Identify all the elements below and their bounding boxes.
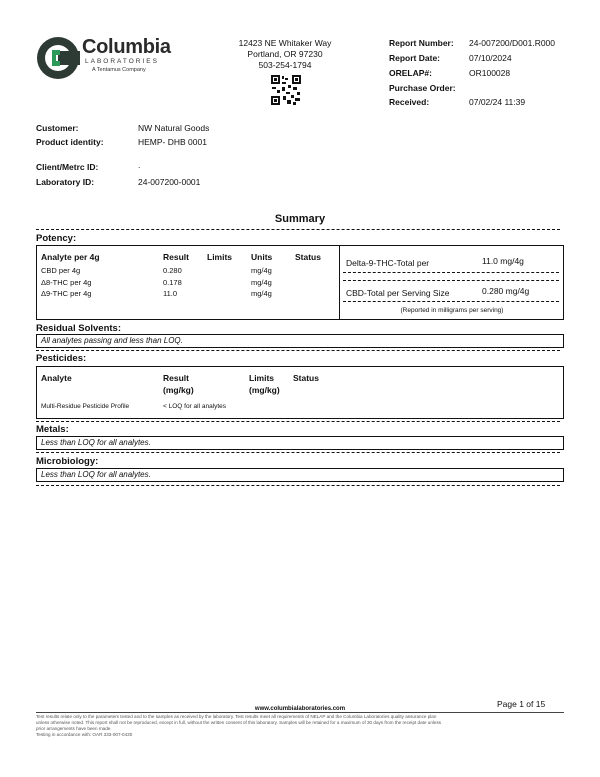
metals-title: Metals: bbox=[36, 424, 69, 435]
table-row-result: 11.0 bbox=[163, 289, 178, 298]
report-date: 07/10/2024 bbox=[469, 53, 512, 63]
metals-box bbox=[36, 436, 564, 450]
footer-line-4: Testing in accordance with: OAR 333-007-0430 bbox=[36, 732, 133, 737]
qr-code-icon bbox=[271, 75, 301, 105]
logo-icon bbox=[36, 36, 80, 80]
potency-header-limits: Limits bbox=[207, 252, 233, 262]
pesticides-divider bbox=[36, 421, 560, 422]
serving-note: (Reported in milligrams per serving) bbox=[400, 307, 504, 314]
solvents-title: Residual Solvents: bbox=[36, 323, 121, 334]
table-row-analyte: Δ8-THC per 4g bbox=[41, 278, 92, 287]
received-label: Received: bbox=[389, 97, 430, 107]
orelap-label: ORELAP#: bbox=[389, 68, 432, 78]
metals-divider bbox=[36, 452, 560, 453]
pesticides-header-status: Status bbox=[293, 373, 319, 383]
potency-side-dash-2 bbox=[343, 280, 559, 281]
product-label: Product identity: bbox=[36, 137, 104, 147]
client-id-label: Client/Metrc ID: bbox=[36, 162, 99, 172]
table-row-analyte: Δ9-THC per 4g bbox=[41, 289, 92, 298]
potency-header-result: Result bbox=[163, 252, 189, 262]
thc-total-label: Delta-9-THC-Total per bbox=[346, 258, 430, 268]
report-number-label: Report Number: bbox=[389, 38, 454, 48]
cbd-total-value: 0.280 mg/4g bbox=[482, 286, 530, 296]
table-row-result: < LOQ for all analytes bbox=[163, 403, 227, 410]
product-value: HEMP- DHB 0001 bbox=[138, 137, 207, 147]
summary-title: Summary bbox=[274, 213, 326, 225]
customer-label: Customer: bbox=[36, 123, 79, 133]
pesticides-header-limits: Limits bbox=[249, 373, 275, 383]
metals-text: Less than LOQ for all analytes. bbox=[41, 438, 151, 447]
solvents-divider bbox=[36, 350, 560, 351]
pesticides-title: Pesticides: bbox=[36, 353, 87, 364]
footer-line-3: prior arrangements have been made. bbox=[36, 726, 112, 731]
logo-sub: LABORATORIES bbox=[85, 58, 159, 65]
table-row-units: mg/4g bbox=[251, 266, 272, 275]
report-number: 24-007200/D001.R000 bbox=[469, 38, 556, 48]
table-row-result: 0.280 bbox=[163, 266, 182, 275]
footer-website[interactable]: www.columbialaboratories.com bbox=[254, 706, 346, 712]
potency-header-units: Units bbox=[251, 252, 273, 262]
potency-side-dash-1 bbox=[343, 272, 559, 273]
solvents-box bbox=[36, 334, 564, 348]
pesticides-header-limits-unit: (mg/kg) bbox=[249, 385, 280, 395]
potency-title: Potency: bbox=[36, 233, 77, 244]
table-row-units: mg/4g bbox=[251, 289, 272, 298]
table-row-result: 0.178 bbox=[163, 278, 182, 287]
table-row-units: mg/4g bbox=[251, 278, 272, 287]
received-date: 07/02/24 11:39 bbox=[469, 97, 526, 107]
address-street: 12423 NE Whitaker Way bbox=[238, 38, 332, 48]
potency-header-status: Status bbox=[295, 252, 321, 262]
client-id-value: . bbox=[138, 160, 141, 170]
micro-divider bbox=[36, 485, 560, 486]
micro-box bbox=[36, 468, 564, 482]
cbd-total-label: CBD-Total per Serving Size bbox=[346, 288, 450, 298]
potency-table bbox=[36, 245, 564, 320]
footer-rule bbox=[36, 712, 564, 713]
summary-divider bbox=[36, 229, 560, 230]
pesticides-table bbox=[36, 366, 564, 419]
table-row-analyte: CBD per 4g bbox=[41, 266, 81, 275]
micro-title: Microbiology: bbox=[36, 456, 99, 467]
address-phone: 503-254-1794 bbox=[258, 60, 312, 70]
potency-header-analyte: Analyte per 4g bbox=[41, 252, 100, 262]
pesticides-header-analyte: Analyte bbox=[41, 373, 72, 383]
pesticides-header-result: Result bbox=[163, 373, 189, 383]
customer-value: NW Natural Goods bbox=[138, 123, 210, 133]
lab-id-value: 24-007200-0001 bbox=[138, 177, 201, 187]
logo-name: Columbia bbox=[82, 36, 171, 58]
footer-line-1: Test results relate only to the parameters tested and to the samples as received by the laboratory. Test results meet all requirements of NELAP and the Columbia Laboratories quality assurance plan bbox=[36, 714, 437, 719]
report-date-label: Report Date: bbox=[389, 53, 441, 63]
solvents-text: All analytes passing and less than LOQ. bbox=[41, 336, 183, 345]
pesticides-header-result-unit: (mg/kg) bbox=[163, 385, 194, 395]
table-row-analyte: Multi-Residue Pesticide Profile bbox=[41, 403, 130, 410]
logo-tagline: A Tentamus Company bbox=[92, 67, 146, 73]
lab-id-label: Laboratory ID: bbox=[36, 177, 95, 187]
footer-line-2: unless otherwise noted. This report shall not be reproduced, except in full, without the written consent of this laboratory. Samples will be retained for a maximum of 30 days from the receipt date unless bbox=[36, 720, 442, 725]
orelap-number: OR100028 bbox=[469, 68, 511, 78]
purchase-order-label: Purchase Order: bbox=[389, 83, 456, 93]
potency-side-dash-3 bbox=[343, 301, 559, 302]
address-city: Portland, OR 97230 bbox=[247, 49, 323, 59]
page-number: Page 1 of 15 bbox=[497, 699, 546, 709]
thc-total-value: 11.0 mg/4g bbox=[482, 256, 524, 266]
footer-disclaimer bbox=[36, 714, 564, 738]
micro-text: Less than LOQ for all analytes. bbox=[41, 470, 151, 479]
